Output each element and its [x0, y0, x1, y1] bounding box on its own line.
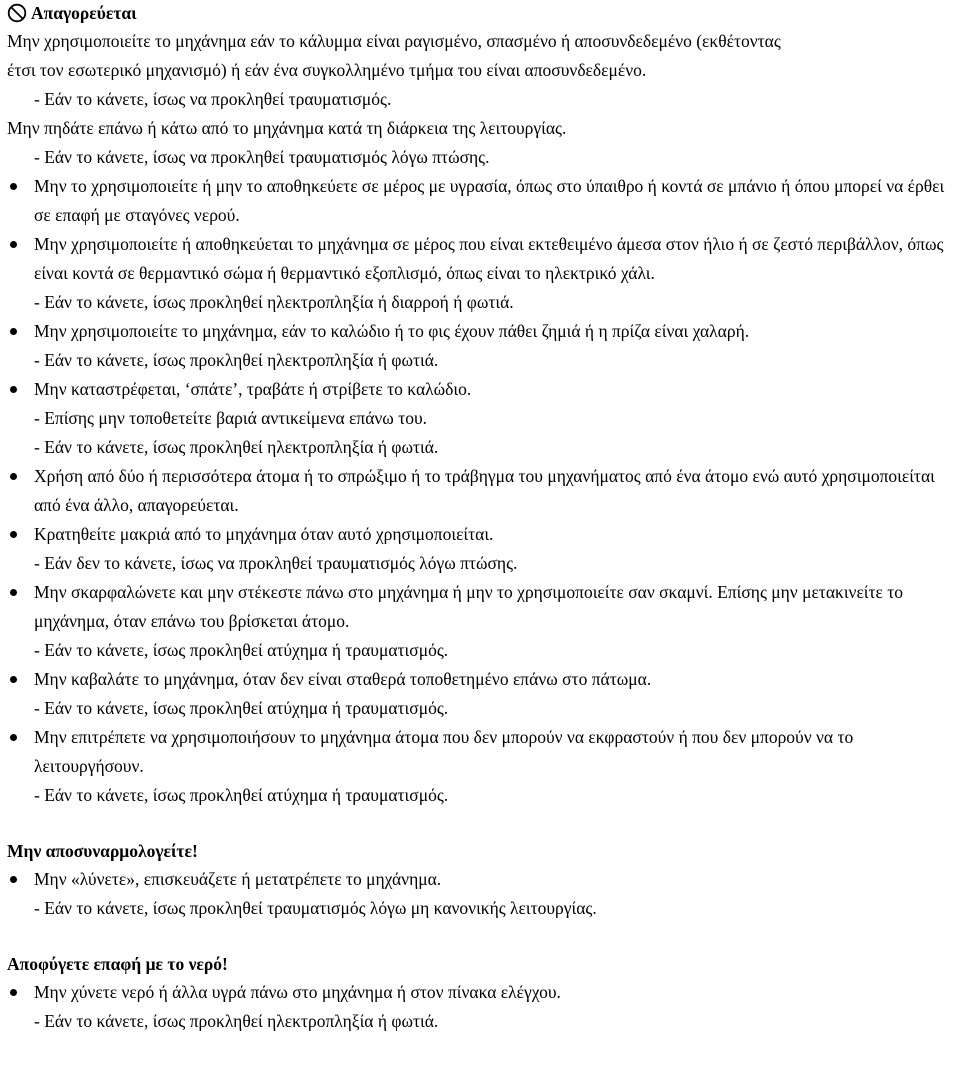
list-item: Μην καβαλάτε το μηχάνημα, όταν δεν είναι σταθερά τοποθετημένο επάνω στο πάτωμα. — [7, 665, 954, 694]
note: - Εάν το κάνετε, ίσως προκληθεί ηλεκτροπληξία ή διαρροή ή φωτιά. — [34, 292, 514, 312]
list-item: Χρήση από δύο ή περισσότερα άτομα ή το σπρώξιμο ή το τράβηγμα του μηχανήματος από ένα άτομο ενώ αυτό χρησιμοποιείται από ένα άλλο, απαγορεύεται. — [7, 462, 954, 520]
spacer — [7, 810, 954, 838]
list-item: Κρατηθείτε μακριά από το μηχάνημα όταν αυτό χρησιμοποιείται. — [7, 520, 954, 549]
list-item: Μην χύνετε νερό ή άλλα υγρά πάνω στο μηχάνημα ή στον πίνακα ελέγχου. — [7, 978, 954, 1007]
spacer — [7, 923, 954, 951]
note: - Εάν το κάνετε, ίσως προκληθεί ηλεκτροπληξία ή φωτιά. — [34, 1011, 439, 1031]
section-title: Αποφύγετε επαφή με το νερό! — [7, 954, 228, 974]
section-prohibited — [7, 0, 954, 27]
list-item: Μην «λύνετε», επισκευάζετε ή μετατρέπετε το μηχάνημα. — [7, 865, 954, 894]
list-item: Μην το χρησιμοποιείτε ή μην το αποθηκεύετε σε μέρος με υγρασία, όπως στο ύπαιθρο ή κοντά σε μπάνιο ή όπου μπορεί να έρθει σε επαφή με σταγόνες νερού. — [7, 172, 954, 230]
intro-line-2: έτσι τον εσωτερικό μηχανισμό) ή εάν ένα συγκολλημένο τμήμα του είναι αποσυνδεδεμένο. — [7, 60, 647, 80]
note: - Εάν το κάνετε, ίσως προκληθεί ηλεκτροπληξία ή φωτιά. — [34, 350, 439, 370]
note: - Εάν το κάνετε, ίσως προκληθεί τραυματισμός λόγω μη κανονικής λειτουργίας. — [34, 898, 597, 918]
list-item: Μην καταστρέφεται, ‘σπάτε’, τραβάτε ή στρίβετε το καλώδιο. — [7, 375, 954, 404]
list-item: Μην επιτρέπετε να χρησιμοποιήσουν το μηχάνημα άτομα που δεν μπορούν να εκφραστούν ή που δεν μπορούν να το λειτουργήσουν. — [7, 723, 954, 781]
note: - Εάν το κάνετε, ίσως να προκληθεί τραυματισμός. — [34, 89, 392, 109]
paragraph: Μην πηδάτε επάνω ή κάτω από το μηχάνημα κατά τη διάρκεια της λειτουργίας. — [7, 118, 567, 138]
note: - Εάν το κάνετε, ίσως να προκληθεί τραυματισμός λόγω πτώσης. — [34, 147, 490, 167]
section-title: Απαγορεύεται — [31, 3, 137, 23]
list-item: Μην χρησιμοποιείτε το μηχάνημα, εάν το καλώδιο ή το φις έχουν πάθει ζημιά ή η πρίζα είναι χαλαρή. — [7, 317, 954, 346]
list-item: Μην σκαρφαλώνετε και μην στέκεστε πάνω στο μηχάνημα ή μην το χρησιμοποιείτε σαν σκαμνί. Επίσης μην μετακινείτε το μηχάνημα, όταν επάνω του βρίσκεται άτομο. — [7, 578, 954, 636]
note: - Εάν δεν το κάνετε, ίσως να προκληθεί τραυματισμός λόγω πτώσης. — [34, 553, 518, 573]
prohibited-icon — [7, 3, 27, 23]
note: - Εάν το κάνετε, ίσως προκληθεί ατύχημα ή τραυματισμός. — [34, 698, 449, 718]
section-title: Μην αποσυναρμολογείτε! — [7, 841, 198, 861]
note: - Εάν το κάνετε, ίσως προκληθεί ατύχημα ή τραυματισμός. — [34, 785, 449, 805]
note: - Επίσης μην τοποθετείτε βαριά αντικείμενα επάνω του. — [34, 408, 428, 428]
note: - Εάν το κάνετε, ίσως προκληθεί ηλεκτροπληξία ή φωτιά. — [34, 437, 439, 457]
intro-line-1: Μην χρησιμοποιείτε το μηχάνημα εάν το κάλυμμα είναι ραγισμένο, σπασμένο ή αποσυνδεδεμένο (εκθέτοντας — [7, 31, 781, 51]
list-item: Μην χρησιμοποιείτε ή αποθηκεύεται το μηχάνημα σε μέρος που είναι εκτεθειμένο άμεσα στον ήλιο ή σε ζεστό περιβάλλον, όπως είναι κοντά σε θερμαντικό σώμα ή θερμαντικό εξοπλισμό, όπως είναι το ηλεκτρικό χάλι. — [7, 230, 954, 288]
note: - Εάν το κάνετε, ίσως προκληθεί ατύχημα ή τραυματισμός. — [34, 640, 449, 660]
